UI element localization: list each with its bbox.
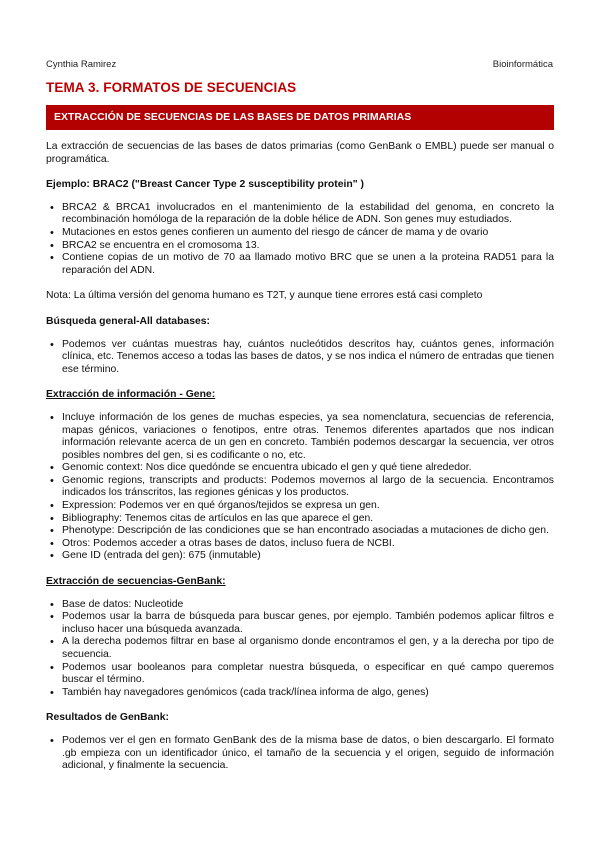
list-item: • También hay navegadores genómicos (cada track/línea informa de algo, genes) <box>46 687 554 700</box>
header-author: Cynthia Ramirez <box>46 59 117 70</box>
results-list <box>46 735 554 773</box>
genbank-list <box>46 599 554 700</box>
list-item: • Incluye información de los genes de muchas especies, ya sea nomenclatura, secuencias de referencia, mapas génicos, variaciones o fenotipos, entre otras. Tenemos diferentes apartados que nos indican información relevante acerca de un gen en concreto. También podemos descargar la secuencia, ver otros posibles nombres del gen, si es codificante o no, etc. <box>46 412 554 462</box>
header-subject: Bioinformática <box>492 59 553 70</box>
list-item: • A la derecha podemos filtrar en base al organismo donde encontramos el gen, y a la derecha por tipo de secuencia. <box>46 636 554 661</box>
list-item: • Expression: Podemos ver en qué órganos/tejidos se expresa un gen. <box>46 500 554 513</box>
gene-heading: Extracción de información - Gene: <box>46 389 216 401</box>
list-item: • Mutaciones en estos genes confieren un aumento del riesgo de cáncer de mama y de ovario <box>46 227 554 240</box>
list-item: • Podemos usar booleanos para completar nuestra búsqueda, o especificar en qué campo queremos buscar el término. <box>46 662 554 687</box>
intro-paragraph: La extracción de secuencias de las bases de datos primarias (como GenBank o EMBL) puede ser manual o programática. <box>46 141 554 165</box>
list-item: • Otros: Podemos acceder a otras bases de datos, incluso fuera de NCBI. <box>46 538 554 551</box>
list-item: • Phenotype: Descripción de las condiciones que se han encontrado asociadas a mutaciones de dicho gen. <box>46 525 554 538</box>
general-search-heading: Búsqueda general-All databases: <box>46 315 210 327</box>
list-item: • Bibliography: Tenemos citas de artículos en las que aparece el gen. <box>46 513 554 526</box>
gene-list <box>46 412 554 563</box>
note-paragraph: Nota: La última versión del genoma humano es T2T, y aunque tiene errores está casi completo <box>46 290 483 302</box>
list-item: • BRCA2 se encuentra en el cromosoma 13. <box>46 240 554 253</box>
example-list <box>46 202 554 278</box>
list-item: • Podemos ver el gen en formato GenBank des de la misma base de datos, o bien descargarlo. El formato .gb empieza con un identificador único, el tamaño de la secuencia y el origen, seguido de información adicional, y finalmente la secuencia. <box>46 735 554 773</box>
list-item: • Base de datos: Nucleotide <box>46 599 554 612</box>
list-item: • Podemos ver cuántas muestras hay, cuántos nucleótidos descritos hay, cuántos genes, información clínica, etc. Tenemos acceso a todas las bases de datos, y se nos indica el número de entradas que tienen ese término. <box>46 339 554 377</box>
general-search-list <box>46 339 554 377</box>
document-title: TEMA 3. FORMATOS DE SECUENCIAS <box>46 80 297 95</box>
example-heading: Ejemplo: BRAC2 ("Breast Cancer Type 2 susceptibility protein" ) <box>46 179 364 191</box>
genbank-heading: Extracción de secuencias-GenBank: <box>46 576 226 588</box>
list-item: • Genomic regions, transcripts and products: Podemos movernos al largo de la secuencia. Encontramos indicados los tránscritos, las regiones génicas y los productos. <box>46 475 554 500</box>
list-item: • Contiene copias de un motivo de 70 aa llamado motivo BRC que se unen a la proteina RAD51 para la reparación del ADN. <box>46 252 554 277</box>
list-item: • Gene ID (entrada del gen): 675 (inmutable) <box>46 550 554 563</box>
section-heading-bar: EXTRACCIÓN DE SECUENCIAS DE LAS BASES DE DATOS PRIMARIAS <box>46 105 554 130</box>
list-item: • Podemos usar la barra de búsqueda para buscar genes, por ejemplo. También podemos aplicar filtros e incluso hacer una búsqueda avanzada. <box>46 611 554 636</box>
document-body <box>46 141 554 786</box>
list-item: • Genomic context: Nos dice quedónde se encuentra ubicado el gen y qué tiene alrededor. <box>46 462 554 475</box>
list-item: • BRCA2 & BRCA1 involucrados en el mantenimiento de la estabilidad del genoma, en concreto la recombinación homóloga de la reparación de la doble hélice de ADN. Son genes muy estudiados. <box>46 202 554 227</box>
results-heading: Resultados de GenBank: <box>46 712 169 724</box>
page-header <box>46 59 553 70</box>
